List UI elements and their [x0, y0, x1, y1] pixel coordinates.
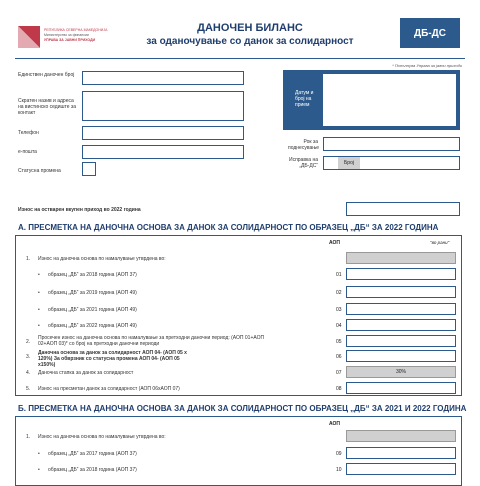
tax-rate-value: 30%	[395, 369, 406, 375]
tax-id-label: Единствен даночен број	[18, 72, 75, 78]
email-label: е-пошта	[18, 149, 37, 155]
section-b-aop-header: АОП	[329, 421, 341, 427]
phone-label: Телефон	[18, 130, 39, 136]
aop-number: 05	[336, 339, 342, 345]
aop-number: 07	[336, 370, 342, 376]
aop-number: 09	[336, 451, 342, 457]
income-field[interactable]	[346, 202, 460, 216]
row-text: Просечен износ на даночна основа по намалување за претходни даночни период: (АОП 01+АОП 02+АОП 03)* со број на претходни даночни периоди	[38, 335, 265, 347]
row-text: Износ на даночна основа по намалување утврдена во:	[38, 256, 166, 262]
bullet: •	[38, 272, 40, 278]
row-number: 1.	[26, 256, 31, 262]
row-number: 3.	[26, 354, 31, 360]
aop-number: 03	[336, 307, 342, 313]
row-text: Износ на даночна основа по намалување утврдена во:	[38, 434, 166, 440]
row-text: образец „ДБ“ за 2019 година (АОП 49)	[48, 290, 137, 296]
row-text: образец „ДБ“ за 2017 година (АОП 37)	[48, 451, 137, 457]
row-number: 5.	[26, 386, 31, 392]
required-note: * Попълнува Управа за јавни приходи	[392, 63, 462, 68]
aop-number: 01	[336, 272, 342, 278]
logo-text-2: Министерство за финансии	[44, 33, 89, 37]
logo-icon	[18, 26, 40, 48]
bullet: •	[38, 451, 40, 457]
row-value-field[interactable]	[346, 286, 456, 298]
section-a-title: А. ПРЕСМЕТКА НА ДАНОЧНА ОСНОВА ЗА ДАНОК ЗА СОЛИДАРНОСТ ПО ОБРАЗЕЦ „ДБ“ ЗА 2022 ГОДИНА	[18, 223, 439, 232]
row-text: образец „ДБ“ за 2018 година (АОП 37)	[48, 272, 137, 278]
receipt-panel	[283, 70, 460, 130]
row-value-field	[346, 252, 456, 264]
corrected-number-cell	[338, 157, 360, 169]
section-a-unit-note: "во рани"	[430, 240, 450, 245]
logo-text-3: УПРАВА ЗА ЈАВНИ ПРИХОДИ	[44, 38, 96, 42]
header-divider	[15, 58, 465, 59]
tax-id-field[interactable]	[82, 71, 244, 85]
row-text: Износ на пресметан данок за солидарност (АОП 06xАОП 07)	[38, 386, 180, 392]
deadline-field[interactable]	[323, 137, 460, 151]
row-value-field[interactable]	[346, 382, 456, 394]
phone-field[interactable]	[82, 126, 244, 140]
row-value-field[interactable]	[346, 319, 456, 331]
row-text: образец „ДБ“ за 2022 година (АОП 49)	[48, 323, 137, 329]
page-title: ДАНОЧЕН БИЛАНС	[197, 22, 303, 34]
row-value-field	[346, 430, 456, 442]
bullet: •	[38, 307, 40, 313]
corrected-field[interactable]	[323, 156, 460, 170]
status-change-label: Статусна промена	[18, 168, 61, 174]
page-subtitle: за оданочување со данок за солидарност	[146, 36, 354, 47]
tax-rate-field	[346, 366, 456, 378]
row-text: образец „ДБ“ за 2018 година (АОП 37)	[48, 467, 137, 473]
aop-number: 06	[336, 354, 342, 360]
receipt-date-field[interactable]	[323, 74, 456, 126]
aop-number: 10	[336, 467, 342, 473]
form-code: ДБ-ДС	[414, 27, 446, 39]
row-number: 1.	[26, 434, 31, 440]
bullet: •	[38, 290, 40, 296]
bullet: •	[38, 323, 40, 329]
aop-number: 04	[336, 323, 342, 329]
row-text: образец „ДБ“ за 2021 година (АОП 49)	[48, 307, 137, 313]
logo-text-1: РЕПУБЛИКА СЕВЕРНА МАКЕДОНИЈА	[44, 28, 108, 32]
row-value-field[interactable]	[346, 335, 456, 347]
row-number: 4.	[26, 370, 31, 376]
name-address-field[interactable]	[82, 91, 244, 121]
corrected-label: Исправка на „ДБ-ДС“	[288, 157, 318, 169]
row-value-field[interactable]	[346, 303, 456, 315]
section-b-title: Б. ПРЕСМЕТКА НА ДАНОЧНА ОСНОВА ЗА ДАНОК ЗА СОЛИДАРНОСТ ПО ОБРАЗЕЦ „ДБ“ ЗА 2021 И 2022 ГОДИНА	[18, 404, 467, 413]
form-code-badge	[400, 18, 460, 48]
row-value-field[interactable]	[346, 268, 456, 280]
row-number: 2.	[26, 339, 31, 345]
aop-number: 08	[336, 386, 342, 392]
bullet: •	[38, 467, 40, 473]
status-change-checkbox[interactable]	[82, 162, 96, 176]
corrected-number-label: Број	[344, 160, 354, 166]
row-value-field[interactable]	[346, 463, 456, 475]
row-text: Даночна стапка за данок за солидарност	[38, 370, 134, 376]
section-a-aop-header: АОП	[329, 240, 341, 246]
aop-number: 02	[336, 290, 342, 296]
email-field[interactable]	[82, 145, 244, 159]
row-text: Даночна основа за данок за солидарност АОП 04- (АОП 05 x 120%) За обврзник со статусна промена АОП 04- (АОП 05 x150%)	[38, 350, 187, 368]
row-value-field[interactable]	[346, 350, 456, 362]
income-label: Износ на остварен вкупен приход во 2022 година	[18, 207, 141, 213]
name-address-label: Скратен назив и адреса на вистинско седиште за контакт	[18, 98, 77, 116]
receipt-date-label: Датум и број на прием	[295, 90, 314, 108]
deadline-label: Рок за поднесување	[288, 139, 320, 151]
row-value-field[interactable]	[346, 447, 456, 459]
